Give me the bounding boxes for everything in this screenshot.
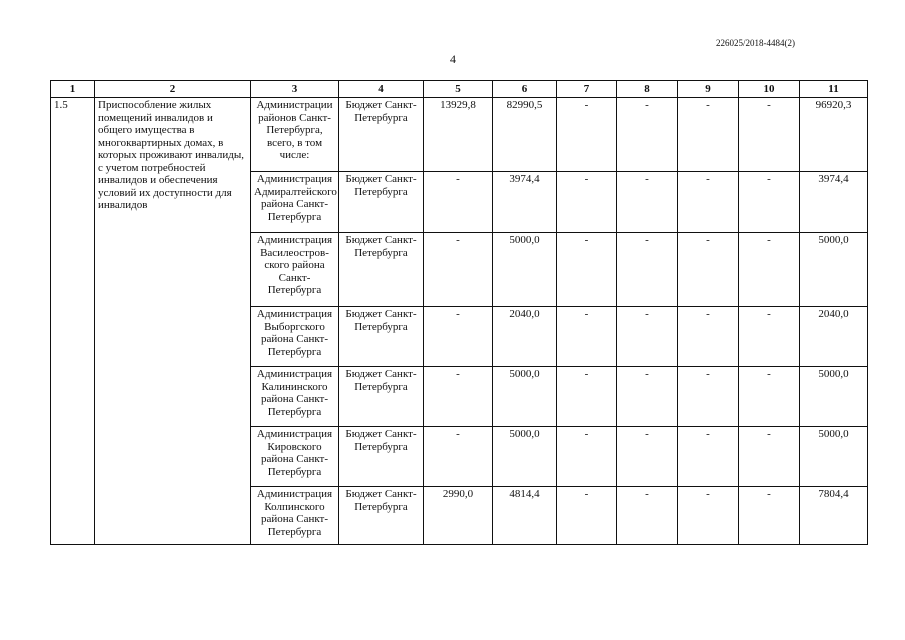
value-cell-11: 2040,0 <box>800 307 868 367</box>
value-cell-10: - <box>739 487 800 545</box>
value-cell-10: - <box>739 367 800 427</box>
source-cell: Бюджет Санкт-Петербурга <box>339 172 424 233</box>
value-cell-5: - <box>424 307 493 367</box>
executor-cell: Администрация Калининского района Санкт-Петербурга <box>251 367 339 427</box>
col-header-4: 4 <box>339 81 424 98</box>
executor-cell: Администрации районов Санкт-Петербурга, всего, в том числе: <box>251 98 339 172</box>
value-cell-6: 5000,0 <box>493 427 557 487</box>
value-cell-5: - <box>424 367 493 427</box>
value-cell-11: 5000,0 <box>800 233 868 307</box>
item-description: Приспособление жилых помещений инвалидов и общего имущества в многоквартирных домах, в которых проживают инвалиды, с учетом потребностей инвалидов и обеспечения условий их доступности для инвалидов <box>95 98 251 545</box>
column-number-row <box>51 81 868 98</box>
value-cell-11: 7804,4 <box>800 487 868 545</box>
value-cell-7: - <box>557 487 617 545</box>
value-cell-7: - <box>557 307 617 367</box>
value-cell-8: - <box>617 233 678 307</box>
page-number: 4 <box>450 52 456 66</box>
value-cell-11: 3974,4 <box>800 172 868 233</box>
executor-cell: Администрация Василеостров-ского района Санкт-Петербурга <box>251 233 339 307</box>
value-cell-5: 13929,8 <box>424 98 493 172</box>
value-cell-5: - <box>424 427 493 487</box>
executor-cell: Администрация Выборгского района Санкт-Петербурга <box>251 307 339 367</box>
value-cell-9: - <box>678 307 739 367</box>
value-cell-8: - <box>617 367 678 427</box>
col-header-5: 5 <box>424 81 493 98</box>
value-cell-5: - <box>424 233 493 307</box>
source-cell: Бюджет Санкт-Петербурга <box>339 427 424 487</box>
col-header-8: 8 <box>617 81 678 98</box>
value-cell-9: - <box>678 487 739 545</box>
value-cell-6: 2040,0 <box>493 307 557 367</box>
value-cell-9: - <box>678 172 739 233</box>
source-cell: Бюджет Санкт-Петербурга <box>339 367 424 427</box>
executor-cell: Администрация Адмиралтейского района Санкт-Петербурга <box>251 172 339 233</box>
value-cell-11: 5000,0 <box>800 427 868 487</box>
value-cell-8: - <box>617 172 678 233</box>
source-cell: Бюджет Санкт-Петербурга <box>339 98 424 172</box>
col-header-7: 7 <box>557 81 617 98</box>
value-cell-8: - <box>617 487 678 545</box>
col-header-2: 2 <box>95 81 251 98</box>
value-cell-6: 5000,0 <box>493 367 557 427</box>
col-header-10: 10 <box>739 81 800 98</box>
table-row <box>51 98 868 172</box>
source-cell: Бюджет Санкт-Петербурга <box>339 307 424 367</box>
value-cell-6: 4814,4 <box>493 487 557 545</box>
col-header-1: 1 <box>51 81 95 98</box>
value-cell-6: 5000,0 <box>493 233 557 307</box>
value-cell-7: - <box>557 233 617 307</box>
value-cell-8: - <box>617 307 678 367</box>
value-cell-11: 96920,3 <box>800 98 868 172</box>
value-cell-6: 82990,5 <box>493 98 557 172</box>
value-cell-7: - <box>557 367 617 427</box>
value-cell-8: - <box>617 98 678 172</box>
value-cell-5: - <box>424 172 493 233</box>
value-cell-9: - <box>678 233 739 307</box>
value-cell-7: - <box>557 98 617 172</box>
col-header-9: 9 <box>678 81 739 98</box>
col-header-3: 3 <box>251 81 339 98</box>
value-cell-11: 5000,0 <box>800 367 868 427</box>
value-cell-10: - <box>739 98 800 172</box>
col-header-6: 6 <box>493 81 557 98</box>
value-cell-9: - <box>678 98 739 172</box>
value-cell-6: 3974,4 <box>493 172 557 233</box>
value-cell-9: - <box>678 427 739 487</box>
value-cell-9: - <box>678 367 739 427</box>
item-number: 1.5 <box>51 98 95 545</box>
executor-cell: Администрация Кировского района Санкт-Петербурга <box>251 427 339 487</box>
value-cell-10: - <box>739 233 800 307</box>
value-cell-10: - <box>739 427 800 487</box>
value-cell-8: - <box>617 427 678 487</box>
executor-cell: Администрация Колпинского района Санкт-Петербурга <box>251 487 339 545</box>
value-cell-7: - <box>557 427 617 487</box>
value-cell-10: - <box>739 307 800 367</box>
source-cell: Бюджет Санкт-Петербурга <box>339 487 424 545</box>
value-cell-7: - <box>557 172 617 233</box>
value-cell-5: 2990,0 <box>424 487 493 545</box>
source-cell: Бюджет Санкт-Петербурга <box>339 233 424 307</box>
document-id: 226025/2018-4484(2) <box>716 38 795 48</box>
col-header-11: 11 <box>800 81 868 98</box>
budget-table <box>50 80 868 545</box>
value-cell-10: - <box>739 172 800 233</box>
